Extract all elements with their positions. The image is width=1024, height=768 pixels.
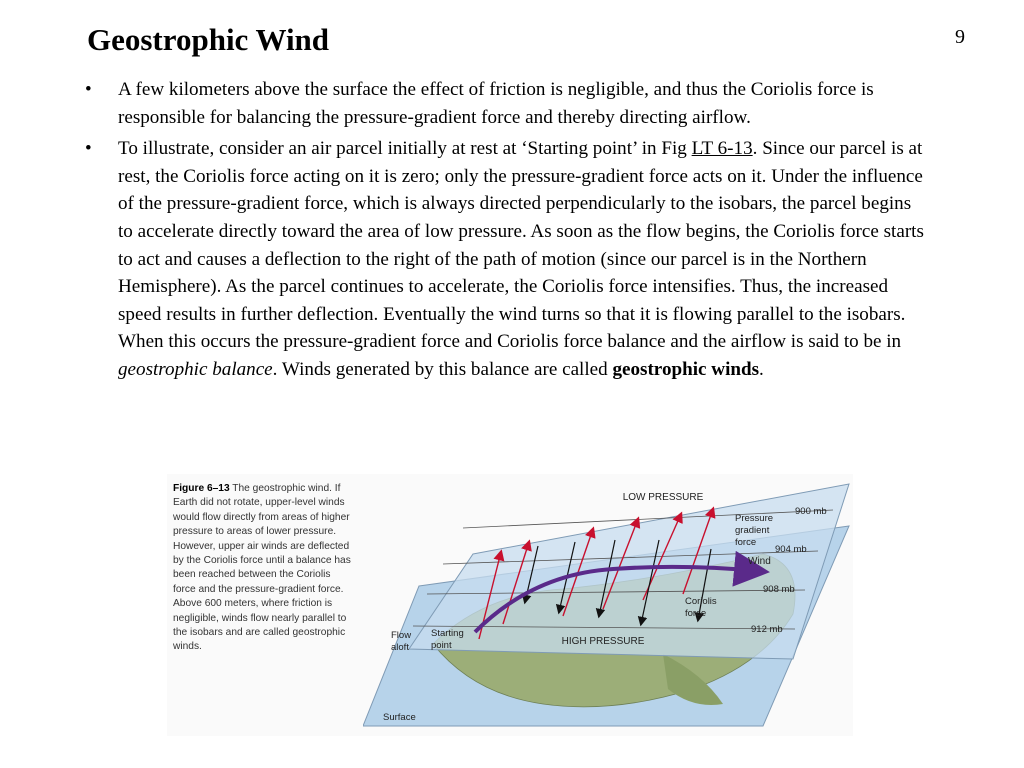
surface-label: Surface — [383, 712, 416, 723]
coriolis-label: Coriolis — [685, 596, 717, 607]
figure-caption-text: The geostrophic wind. If Earth did not rotate, upper-level winds would flow directly from areas of higher pressure to areas of lower pressure. However, upper air winds are deflected by the Coriolis force until a balance has been reached between the Coriolis force and the pressure-gradient force. Above 600 meters, where friction is negligible, winds flow nearly parallel to the isobars and are called geostrophic winds. — [173, 483, 351, 653]
emphasis-text: geostrophic balance — [118, 358, 273, 380]
bullet-text-part: To illustrate, consider an air parcel initially at rest at ‘Starting point’ in Fig — [118, 138, 692, 160]
bullet-list — [85, 76, 925, 388]
coriolis-label: force — [685, 608, 707, 619]
bullet-text-part: . — [759, 358, 764, 380]
figure-6-13 — [167, 474, 853, 736]
bullet-item — [85, 135, 925, 383]
pressure-gradient-label: Pressure — [735, 513, 774, 524]
bullet-marker: • — [85, 79, 92, 100]
slide-title: Geostrophic Wind — [87, 22, 330, 57]
starting-point-label: Starting — [431, 628, 464, 639]
bullet-text-part: . Winds generated by this balance are called — [272, 358, 613, 380]
figure-caption — [173, 482, 353, 655]
bullet-item — [85, 76, 925, 131]
figure-link[interactable]: LT 6-13 — [691, 138, 753, 160]
bold-term: geostrophic winds — [612, 358, 760, 380]
pressure-gradient-label: force — [735, 537, 757, 548]
starting-point-label: point — [431, 640, 452, 651]
bullet-text: A few kilometers above the surface the effect of friction is negligible, and thus the Coriolis force is responsible for balancing the pressure-gradient force and thereby directing airflow. — [118, 79, 874, 128]
bullet-marker: • — [85, 138, 92, 160]
low-pressure-label: LOW PRESSURE — [622, 492, 704, 503]
isobar-label: 908 mb — [763, 584, 795, 595]
isobar-label: 904 mb — [775, 544, 807, 555]
wind-label: Wind — [748, 556, 771, 567]
isobar-label: 912 mb — [751, 624, 783, 635]
upper-air-plane — [409, 484, 849, 659]
slide-number: 9 — [955, 26, 965, 48]
high-pressure-label: HIGH PRESSURE — [561, 636, 645, 647]
figure-caption-label: Figure 6–13 — [173, 483, 230, 494]
pressure-gradient-label: gradient — [735, 525, 770, 536]
geostrophic-diagram — [363, 474, 853, 736]
bullet-text-part: . Since our parcel is at rest, the Coriolis force acting on it is zero; only the pressure-gradient force acts on it. Under the influence of the pressure-gradient force, which is always directed perpendicularly to the isobars, the parcel begins to accelerate directly toward the area of low pressure. As soon as the flow begins, the Coriolis force starts to act and causes a deflection to the right of the path of motion (since our parcel is in the Northern Hemisphere). As the parcel continues to accelerate, the Coriolis force intensifies. Thus, the increased speed results in further deflection. Eventually the wind turns so that it is flowing parallel to the isobars. When this occurs the pressure-gradient force and Coriolis force balance and the airflow is said to be in — [118, 138, 924, 353]
isobar-label: 900 mb — [795, 506, 827, 517]
flow-aloft-label: aloft — [391, 642, 409, 653]
flow-aloft-label: Flow — [391, 630, 412, 641]
bullet-text — [118, 138, 924, 380]
